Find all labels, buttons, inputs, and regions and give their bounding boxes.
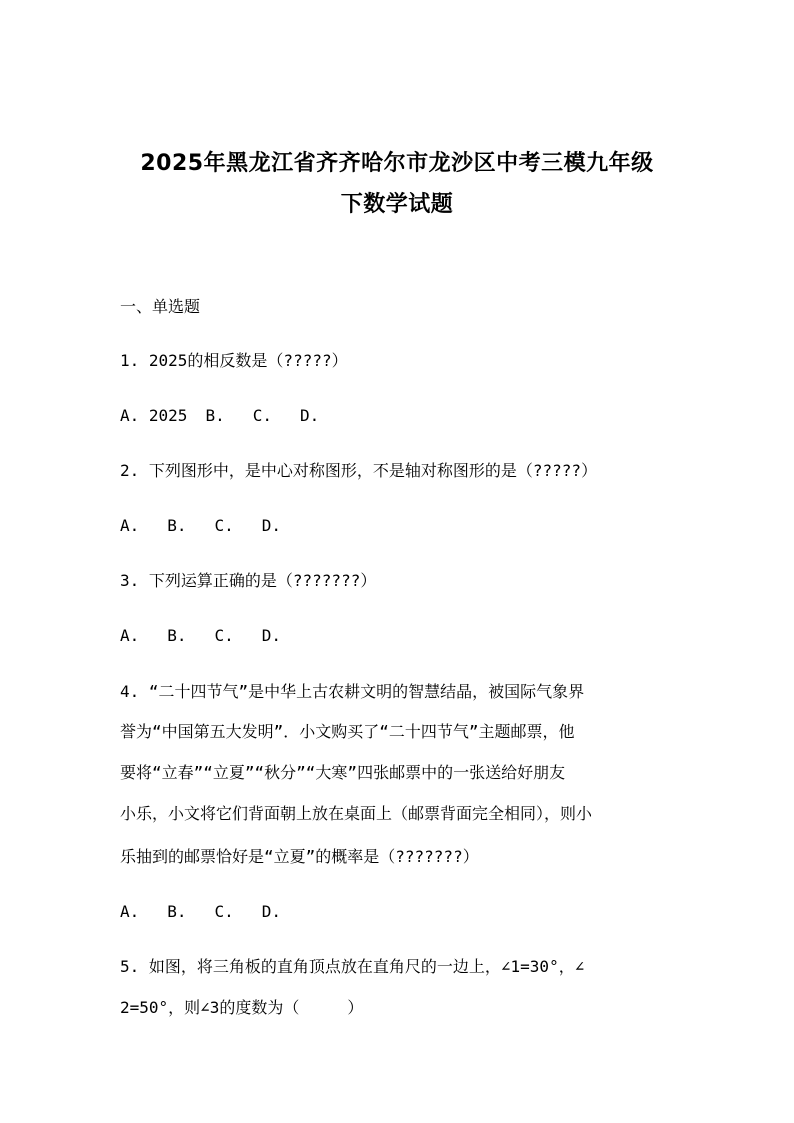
section-heading: 一、单选题 (120, 297, 201, 316)
question-3-option-a: A. (120, 626, 140, 645)
question-4-options (120, 902, 281, 922)
question-2-option-d: D. (261, 516, 282, 535)
question-5-stem-line-1: 5. 如图，将三角板的直角顶点放在直角尺的一边上，∠1=30°，∠ (120, 957, 585, 976)
document-title-line-2: 下数学试题 (340, 192, 454, 217)
question-3-option-b: B. (167, 626, 187, 645)
question-4-option-d: D. (261, 902, 282, 921)
question-4-stem-line-1: 4. “二十四节气”是中华上古农耕文明的智慧结晶，被国际气象界 (120, 682, 585, 701)
question-4-stem-line-4: 小乐，小文将它们背面朝上放在桌面上（邮票背面完全相同），则小 (120, 804, 593, 823)
question-2-stem: 2. 下列图形中，是中心对称图形，不是轴对称图形的是（?????） (120, 461, 598, 480)
question-2-option-b: B. (167, 516, 187, 535)
question-1-stem: 1. 2025的相反数是（?????） (120, 351, 348, 370)
question-3-options (120, 626, 281, 646)
question-1-option-a: A. 2025 (120, 406, 188, 425)
question-2-option-c: C. (214, 516, 234, 535)
question-4-option-a: A. (120, 902, 140, 921)
question-3-option-d: D. (261, 626, 282, 645)
question-1-option-b: B. (205, 406, 225, 425)
question-2-options (120, 516, 281, 536)
question-4-option-b: B. (167, 902, 187, 921)
question-4-stem-line-5: 乐抽到的邮票恰好是“立夏”的概率是（???????） (120, 847, 479, 866)
document-title-line-1: 2025年黑龙江省齐齐哈尔市龙沙区中考三模九年级 (140, 151, 654, 176)
question-1-option-d: D. (299, 406, 320, 425)
question-3-option-c: C. (214, 626, 234, 645)
question-1-options (120, 406, 319, 426)
question-5-stem-line-2: 2=50°，则∠3的度数为（ ） (120, 998, 364, 1017)
question-1-option-c: C. (252, 406, 272, 425)
question-4-stem-line-2: 誉为“中国第五大发明”．小文购买了“二十四节气”主题邮票，他 (120, 722, 575, 741)
question-3-stem: 3. 下列运算正确的是（???????） (120, 571, 377, 590)
question-4-option-c: C. (214, 902, 234, 921)
question-2-option-a: A. (120, 516, 140, 535)
question-4-stem-line-3: 要将“立春”“立夏”“秋分”“大寒”四张邮票中的一张送给好朋友 (120, 763, 566, 782)
